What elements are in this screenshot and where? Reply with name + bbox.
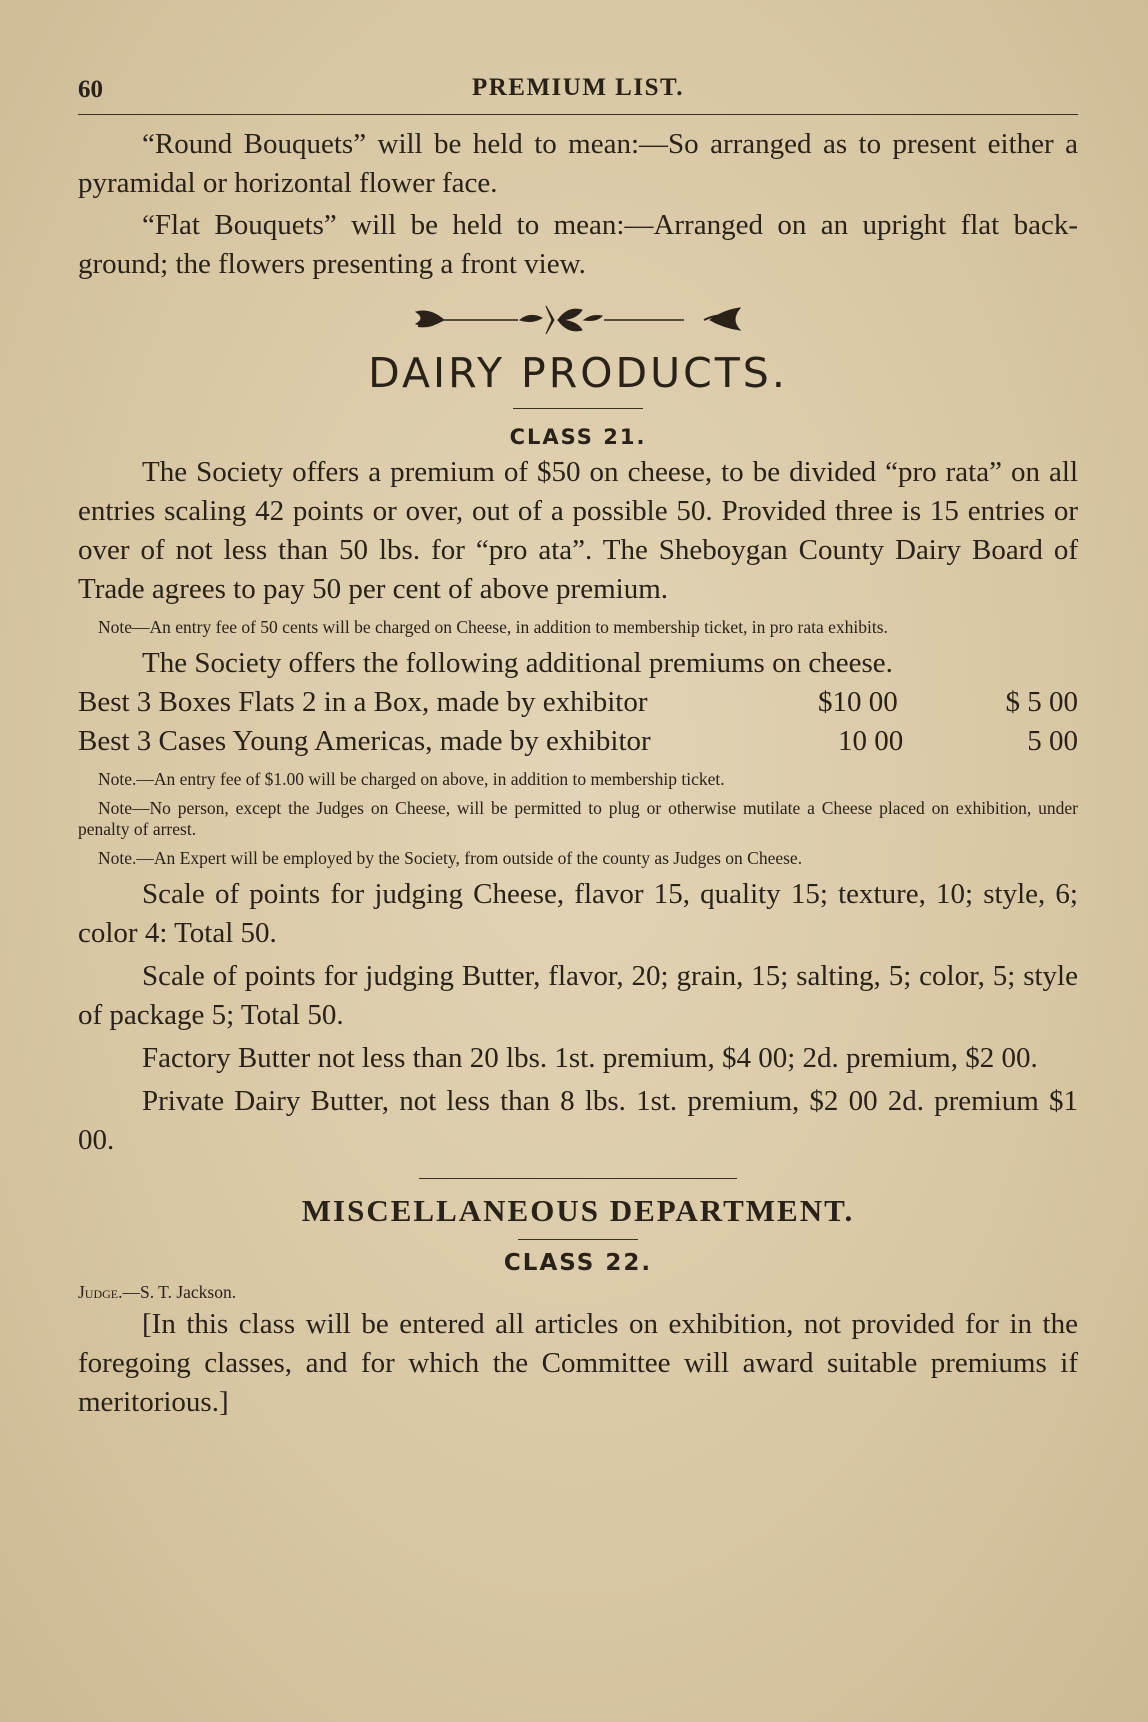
miscellaneous-department-heading: MISCELLANEOUS DEPARTMENT. [301, 1193, 855, 1228]
additional-premiums-paragraph: The Society offers the following additional premiums on cheese. [142, 647, 893, 679]
prize-first-amount: 10 00 [838, 725, 904, 757]
judge-label: Judge. [78, 1282, 123, 1302]
prize-description: Best 3 Boxes Flats 2 in a Box, made by exhibitor [78, 686, 648, 718]
note-text: Note—An entry fee of 50 cents will be charged on Cheese, in addition to membership ticket, in pro rata exhibits. [98, 617, 888, 637]
prize-second-amount: $ 5 00 [1005, 686, 1078, 718]
dairy-products-heading: DAIRY PRODUCTS. [368, 349, 788, 397]
cheese-premium-paragraph: The Society offers a premium of $50 on cheese, to be divided “pro rata” on all entries scaling 42 points or over, out of a possible 50. Provided three is 15 entries or over of not less than 50 lbs. for “pro ata”. The Sheboygan County Dairy Board of Trade agrees to pay 50 per cent of above premium. [78, 456, 1078, 605]
round-bouquets-paragraph: “Round Bouquets” will be held to mean:—So arranged as to present either a pyramidal or horizontal flower face. [78, 128, 1078, 199]
note-text: Note.—An entry fee of $1.00 will be charged on above, in addition to membership ticket. [98, 769, 725, 789]
prize-row-flats [78, 683, 1078, 722]
judge-line [78, 1282, 1078, 1303]
private-dairy-butter-paragraph: Private Dairy Butter, not less than 8 lbs. 1st. premium, $2 00 2d. premium $1 00. [78, 1085, 1078, 1156]
note-no-plugging [78, 798, 1078, 840]
page [78, 70, 1078, 1422]
misc-heading-rule [518, 1239, 638, 1240]
dairy-heading-rule [513, 408, 643, 409]
page-number: 60 [78, 76, 103, 103]
prize-description: Best 3 Cases Young Americas, made by exhibitor [78, 725, 651, 757]
header-rule [78, 114, 1078, 115]
flat-bouquets-paragraph: “Flat Bouquets” will be held to mean:—Arranged on an upright flat back-ground; the flowers presenting a front view. [78, 209, 1078, 280]
note-entry-fee-pro-rata [78, 617, 1078, 638]
misc-class-description: [In this class will be entered all articles on exhibition, not provided for in the foregoing classes, and for which the Committee will award suitable premiums if meritorious.] [78, 1308, 1078, 1418]
section-divider-rule [419, 1178, 737, 1179]
running-head [78, 70, 1078, 108]
page-title: PREMIUM LIST. [471, 74, 685, 101]
prize-second-amount: 5 00 [1027, 725, 1078, 757]
prize-first-amount: $10 00 [818, 686, 898, 718]
judge-name: —S. T. Jackson. [122, 1282, 237, 1302]
note-entry-fee-one-dollar [78, 769, 1078, 790]
ornament-icon [408, 298, 748, 342]
prize-row-young-americas [78, 722, 1078, 761]
class-21-heading: CLASS 21. [509, 425, 647, 449]
note-text: Note—No person, except the Judges on Cheese, will be permitted to plug or otherwise mutilate a Cheese placed on exhibition, under penalty of arrest. [78, 798, 1078, 839]
note-text: Note.—An Expert will be employed by the Society, from outside of the county as Judges on Cheese. [98, 848, 803, 868]
butter-scale-paragraph: Scale of points for judging Butter, flavor, 20; grain, 15; salting, 5; color, 5; style of package 5; Total 50. [78, 960, 1078, 1031]
ornament-divider [78, 298, 1078, 342]
cheese-scale-paragraph: Scale of points for judging Cheese, flavor 15, quality 15; texture, 10; style, 6; color 4: Total 50. [78, 878, 1078, 949]
factory-butter-paragraph: Factory Butter not less than 20 lbs. 1st. premium, $4 00; 2d. premium, $2 00. [142, 1042, 1038, 1074]
class-22-heading: CLASS 22. [503, 1250, 653, 1276]
note-expert-judge [78, 848, 1078, 869]
